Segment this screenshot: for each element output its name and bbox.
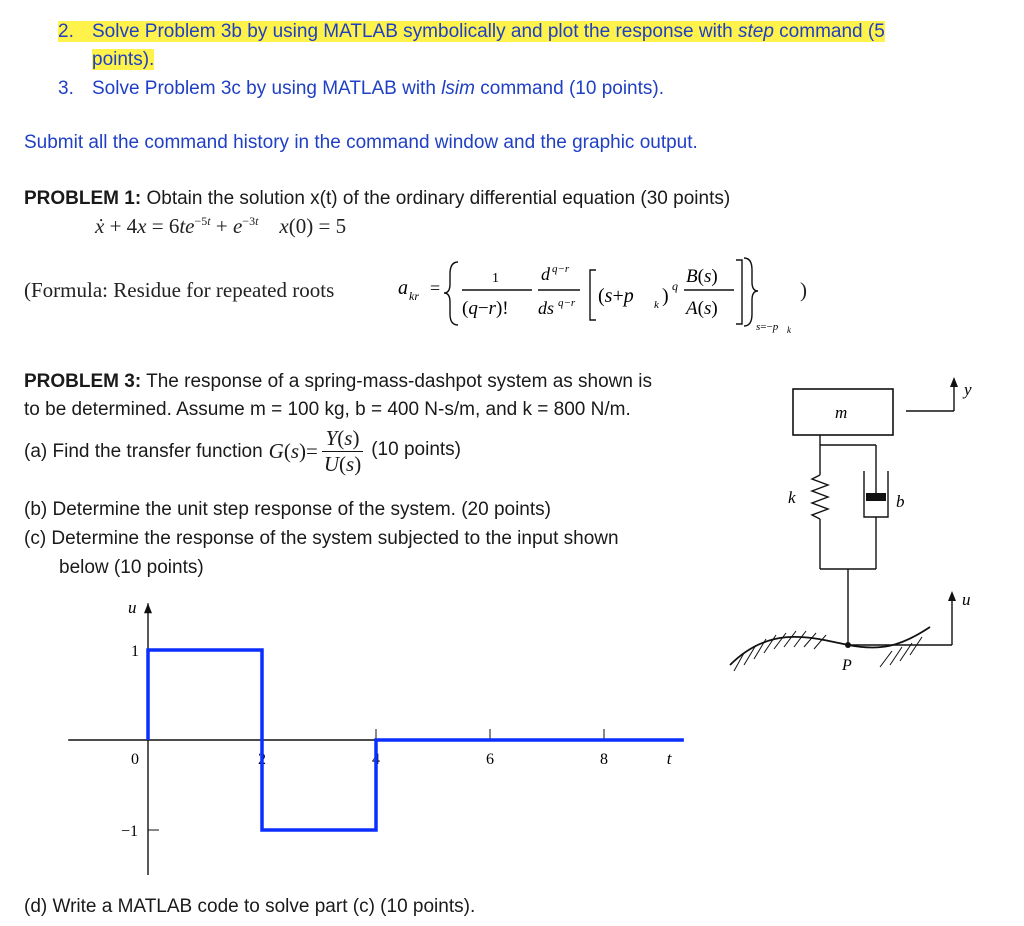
input-signal-chart <box>0 575 700 875</box>
list-item-3: 3. Solve Problem 3c by using MATLAB with lsim command (10 points). <box>58 78 664 99</box>
x-axis-label: t <box>666 749 672 768</box>
submit-instruction: Submit all the command history in the command window and the graphic output. <box>24 132 698 153</box>
svg-text:q−r: q−r <box>552 263 570 275</box>
point-label: P <box>842 657 852 674</box>
svg-text:=: = <box>430 278 441 298</box>
svg-text:a: a <box>398 277 408 299</box>
svg-text:q−r: q−r <box>558 297 576 309</box>
list-item-2: 2. Solve Problem 3b by using MATLAB symbolically and plot the response with step command (5 points). <box>58 21 885 70</box>
y-tick-label: 1 <box>131 643 139 660</box>
svg-text:1: 1 <box>492 271 499 286</box>
y-tick-label: −1 <box>121 823 139 840</box>
input-arrowhead <box>948 591 956 601</box>
damper-label: b <box>896 492 905 511</box>
problem3-statement: PROBLEM 3: The response of a spring-mass-dashpot system as shown is to be determined. Assume m = 100 kg, b = 400 N-s/m, and k = 800 N/m. <box>24 371 652 420</box>
formula-suffix: ) <box>800 278 807 302</box>
x-tick-label: 2 <box>258 751 266 768</box>
svg-text:q: q <box>672 279 678 293</box>
svg-text:(s+p: (s+p <box>598 285 634 307</box>
mass-label: m <box>835 403 848 422</box>
svg-text:(q−r)!: (q−r)! <box>462 298 509 319</box>
svg-text:k: k <box>787 325 791 334</box>
output-label: y <box>964 380 972 399</box>
svg-text:A(s): A(s) <box>686 298 718 319</box>
svg-text:k: k <box>654 299 659 311</box>
svg-text:B(s): B(s) <box>686 266 718 287</box>
problem1-statement: PROBLEM 1: Obtain the solution x(t) of the ordinary differential equation (30 points) <box>24 188 731 209</box>
input-label: u <box>962 590 971 609</box>
y-axis-label: u <box>128 598 137 618</box>
y-tick-label: 0 <box>131 751 139 768</box>
output-arrowhead <box>950 377 958 387</box>
part-b: (b) Determine the unit step response of the system. (20 points) <box>24 499 551 520</box>
spring-mass-dashpot-diagram <box>720 375 1020 705</box>
problem3-parts-bc <box>24 495 619 582</box>
part-c: (c) Determine the response of the system subjected to the input shown <box>24 528 619 549</box>
svg-text:kr: kr <box>409 289 419 303</box>
formula-prefix: (Formula: Residue for repeated roots <box>24 278 335 302</box>
x-tick-label: 6 <box>486 751 494 768</box>
residue-formula <box>396 252 816 334</box>
x-tick-label: 8 <box>600 751 608 768</box>
residue-formula-graphic <box>396 252 816 334</box>
ground-hatching <box>734 631 922 671</box>
y-axis-arrowhead <box>144 603 152 613</box>
spring <box>812 475 828 519</box>
svg-text:d: d <box>541 264 550 284</box>
svg-text:s=−p: s=−p <box>756 321 779 333</box>
damper-piston <box>866 493 886 501</box>
problem3-part-d: (d) Write a MATLAB code to solve part (c) (10 points). <box>24 896 476 917</box>
problem3-part-a: (a) Find the transfer function G(s)= $\frac{Y(s)}{U(s)}$ (10 points) <box>24 426 462 476</box>
spring-label: k <box>788 488 796 507</box>
part-c-cont: below (10 points) <box>59 557 204 578</box>
ode-equation: ẋ + $4x = 6te^{-5t} + e^{-3t}$ x(0) = 5 <box>95 214 347 238</box>
ground-profile <box>730 627 930 665</box>
x-tick-label: 4 <box>372 751 380 768</box>
svg-text:ds: ds <box>538 298 555 318</box>
svg-text:): ) <box>662 285 669 307</box>
